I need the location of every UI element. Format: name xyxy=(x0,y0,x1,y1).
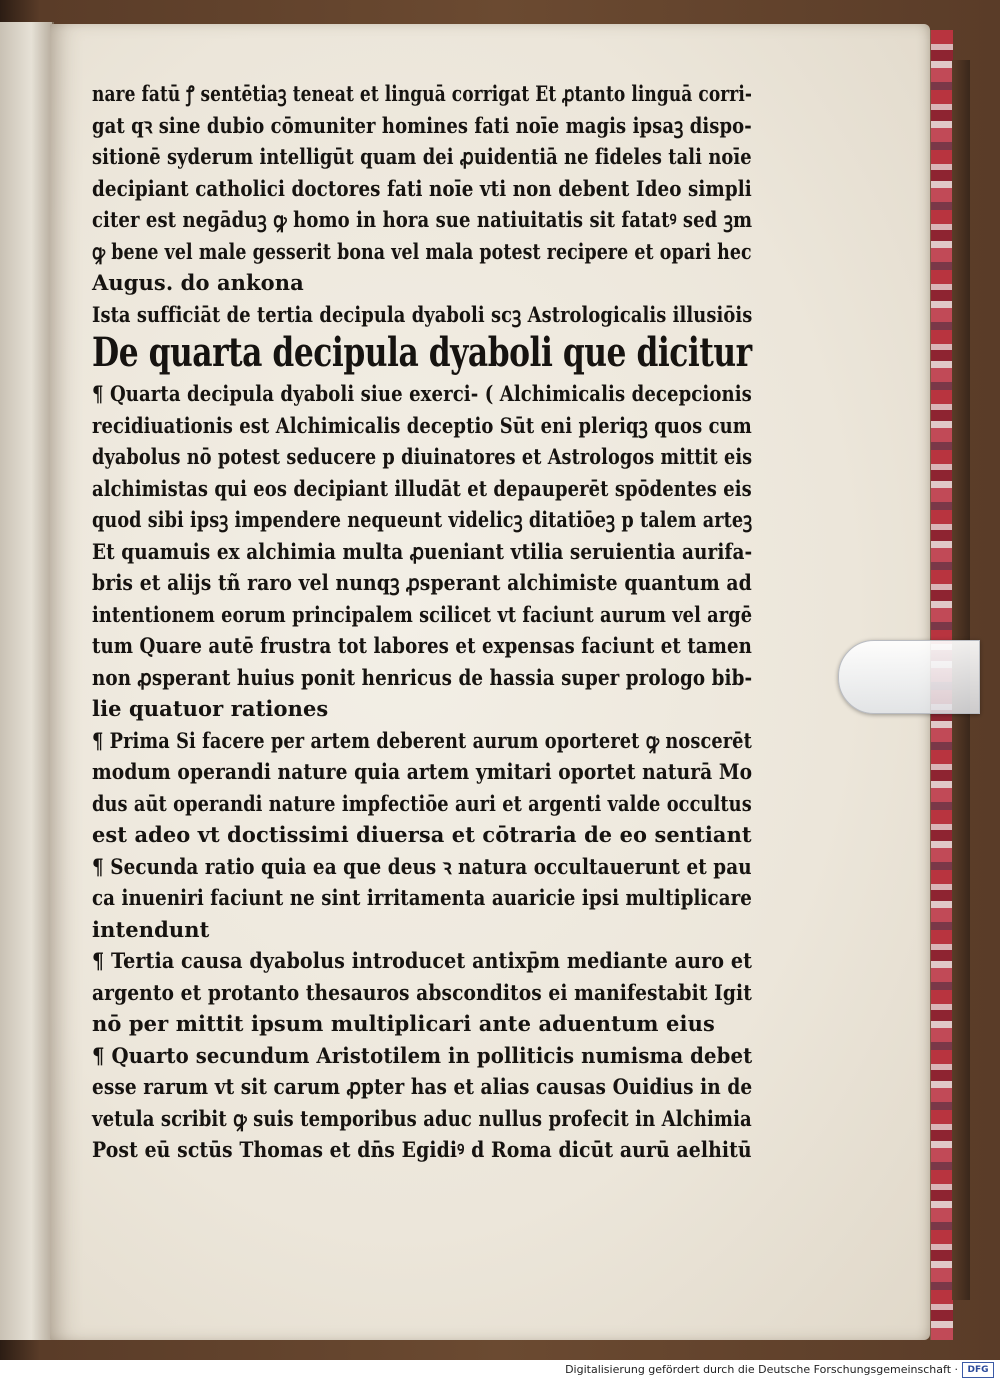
text-line: recidiuationis est Alchimicalis deceptio Sūt eni pleriqꝫ quos cum xyxy=(92,412,752,438)
text-line: intentionem eorum principalem scilicet vt faciunt aurum vel argē xyxy=(92,601,753,627)
text-line: esse rarum vt sit carum ꝓpter has et alias causas Ouidius in de xyxy=(92,1074,753,1099)
text-line: nō per mittit ipsum multiplicari ante aduentum eius xyxy=(92,1011,715,1036)
text-line: ca inueniri faciunt ne sint irritamenta auaricie ipsi multiplicare xyxy=(92,885,752,910)
text-line: sitionē syderum intelligūt quam dei ꝓuidentiā ne fideles tali noīe xyxy=(92,144,752,169)
footer-bar xyxy=(0,1360,1000,1379)
text-line: intendunt xyxy=(92,916,210,942)
text-line: quod sibi ipsꝫ impendere nequeunt videlicꝫ ditatiōeꝫ p talem arteꝫ xyxy=(92,507,753,532)
text-line: modum operandi nature quia artem ymitari oportet naturā Mo xyxy=(92,759,753,784)
text-line: lie quatuor rationes xyxy=(92,696,329,721)
text-line: vetula scribit ꝙ suis temporibus aduc nullus profecit in Alchimia xyxy=(92,1105,752,1131)
text-line: argento et protanto thesauros absconditos ei manifestabit Igit xyxy=(92,979,752,1005)
text-line: Et quamuis ex alchimia multa ꝓueniant vtilia seruientia aurifa- xyxy=(92,538,753,564)
text-line: nare fatū ꝭ sentētiaꝫ teneat et linguā corrigat Et ꝓtanto linguā corri- xyxy=(92,81,753,106)
text-line: tum Quare autē frustra tot labores et expensas faciunt et tamen xyxy=(92,633,752,658)
text-line: non ꝓsperant huius ponit henricus de hassia super prologo bib- xyxy=(92,664,753,690)
section-heading: De quarta decipula dyaboli que dicitur xyxy=(92,329,752,376)
text-line: decipiant catholici doctores fati noīe vti non debent Ideo simpli xyxy=(92,175,752,201)
text-line: ¶ Prima Si facere per artem deberent aurum oporteret ꝙ noscerēt xyxy=(92,727,752,753)
text-line: bris et alijs tñ raro vel nunqꝫ ꝓsperant alchimiste quantum ad xyxy=(92,570,752,595)
text-line: ¶ Quarto secundum Aristotilem in polliticis numisma debet xyxy=(92,1042,753,1068)
page-text-block xyxy=(92,78,752,1166)
text-line: ¶ Tertia causa dyabolus introducet antixp̄m mediante auro et xyxy=(92,948,752,973)
text-line: ꝙ bene vel male gesserit bona vel mala potest recipere et opari hec xyxy=(92,238,752,264)
text-line: Post eū sctūs Thomas et dn̄s Egidiꝰ d Roma dicūt aurū aelhitū xyxy=(92,1137,752,1162)
text-line: citer est negāduꝫ ꝙ homo in hora sue natiuitatis sit fatatꝰ sed ꝫm xyxy=(92,207,753,232)
dfg-logo-icon: DFG xyxy=(962,1362,994,1378)
text-line: ¶ Quarta decipula dyaboli siue exerci- ( Alchimicalis decepcionis xyxy=(92,381,752,406)
left-page-edge xyxy=(0,22,54,1340)
bookmark-strip xyxy=(838,640,980,714)
text-line: ¶ Secunda ratio quia ea que deus ꝛ natura occultauerunt et pau xyxy=(92,853,752,879)
text-line: Augus. do ankona xyxy=(92,270,304,295)
funding-notice: Digitalisierung gefördert durch die Deutsche Forschungsgemeinschaft · xyxy=(565,1363,958,1376)
text-line: gat qꝛ sine dubio cōmuniter homines fati noīe magis ipsaꝫ dispo- xyxy=(92,112,752,138)
text-line: dyabolus nō potest seducere p diuinatores et Astrologos mittit eis xyxy=(92,444,753,469)
text-line: alchimistas qui eos decipiant illudāt et depauperēt spōdentes eis xyxy=(92,475,752,501)
text-line: est adeo vt doctissimi diuersa et cōtraria de eo sentiant xyxy=(92,822,752,847)
text-line: dus aūt operandi nature impfectiōe auri et argenti valde occultus xyxy=(92,790,752,816)
text-line: Ista sufficiāt de tertia decipula dyaboli scꝫ Astrologicalis illusiōis xyxy=(92,301,753,327)
